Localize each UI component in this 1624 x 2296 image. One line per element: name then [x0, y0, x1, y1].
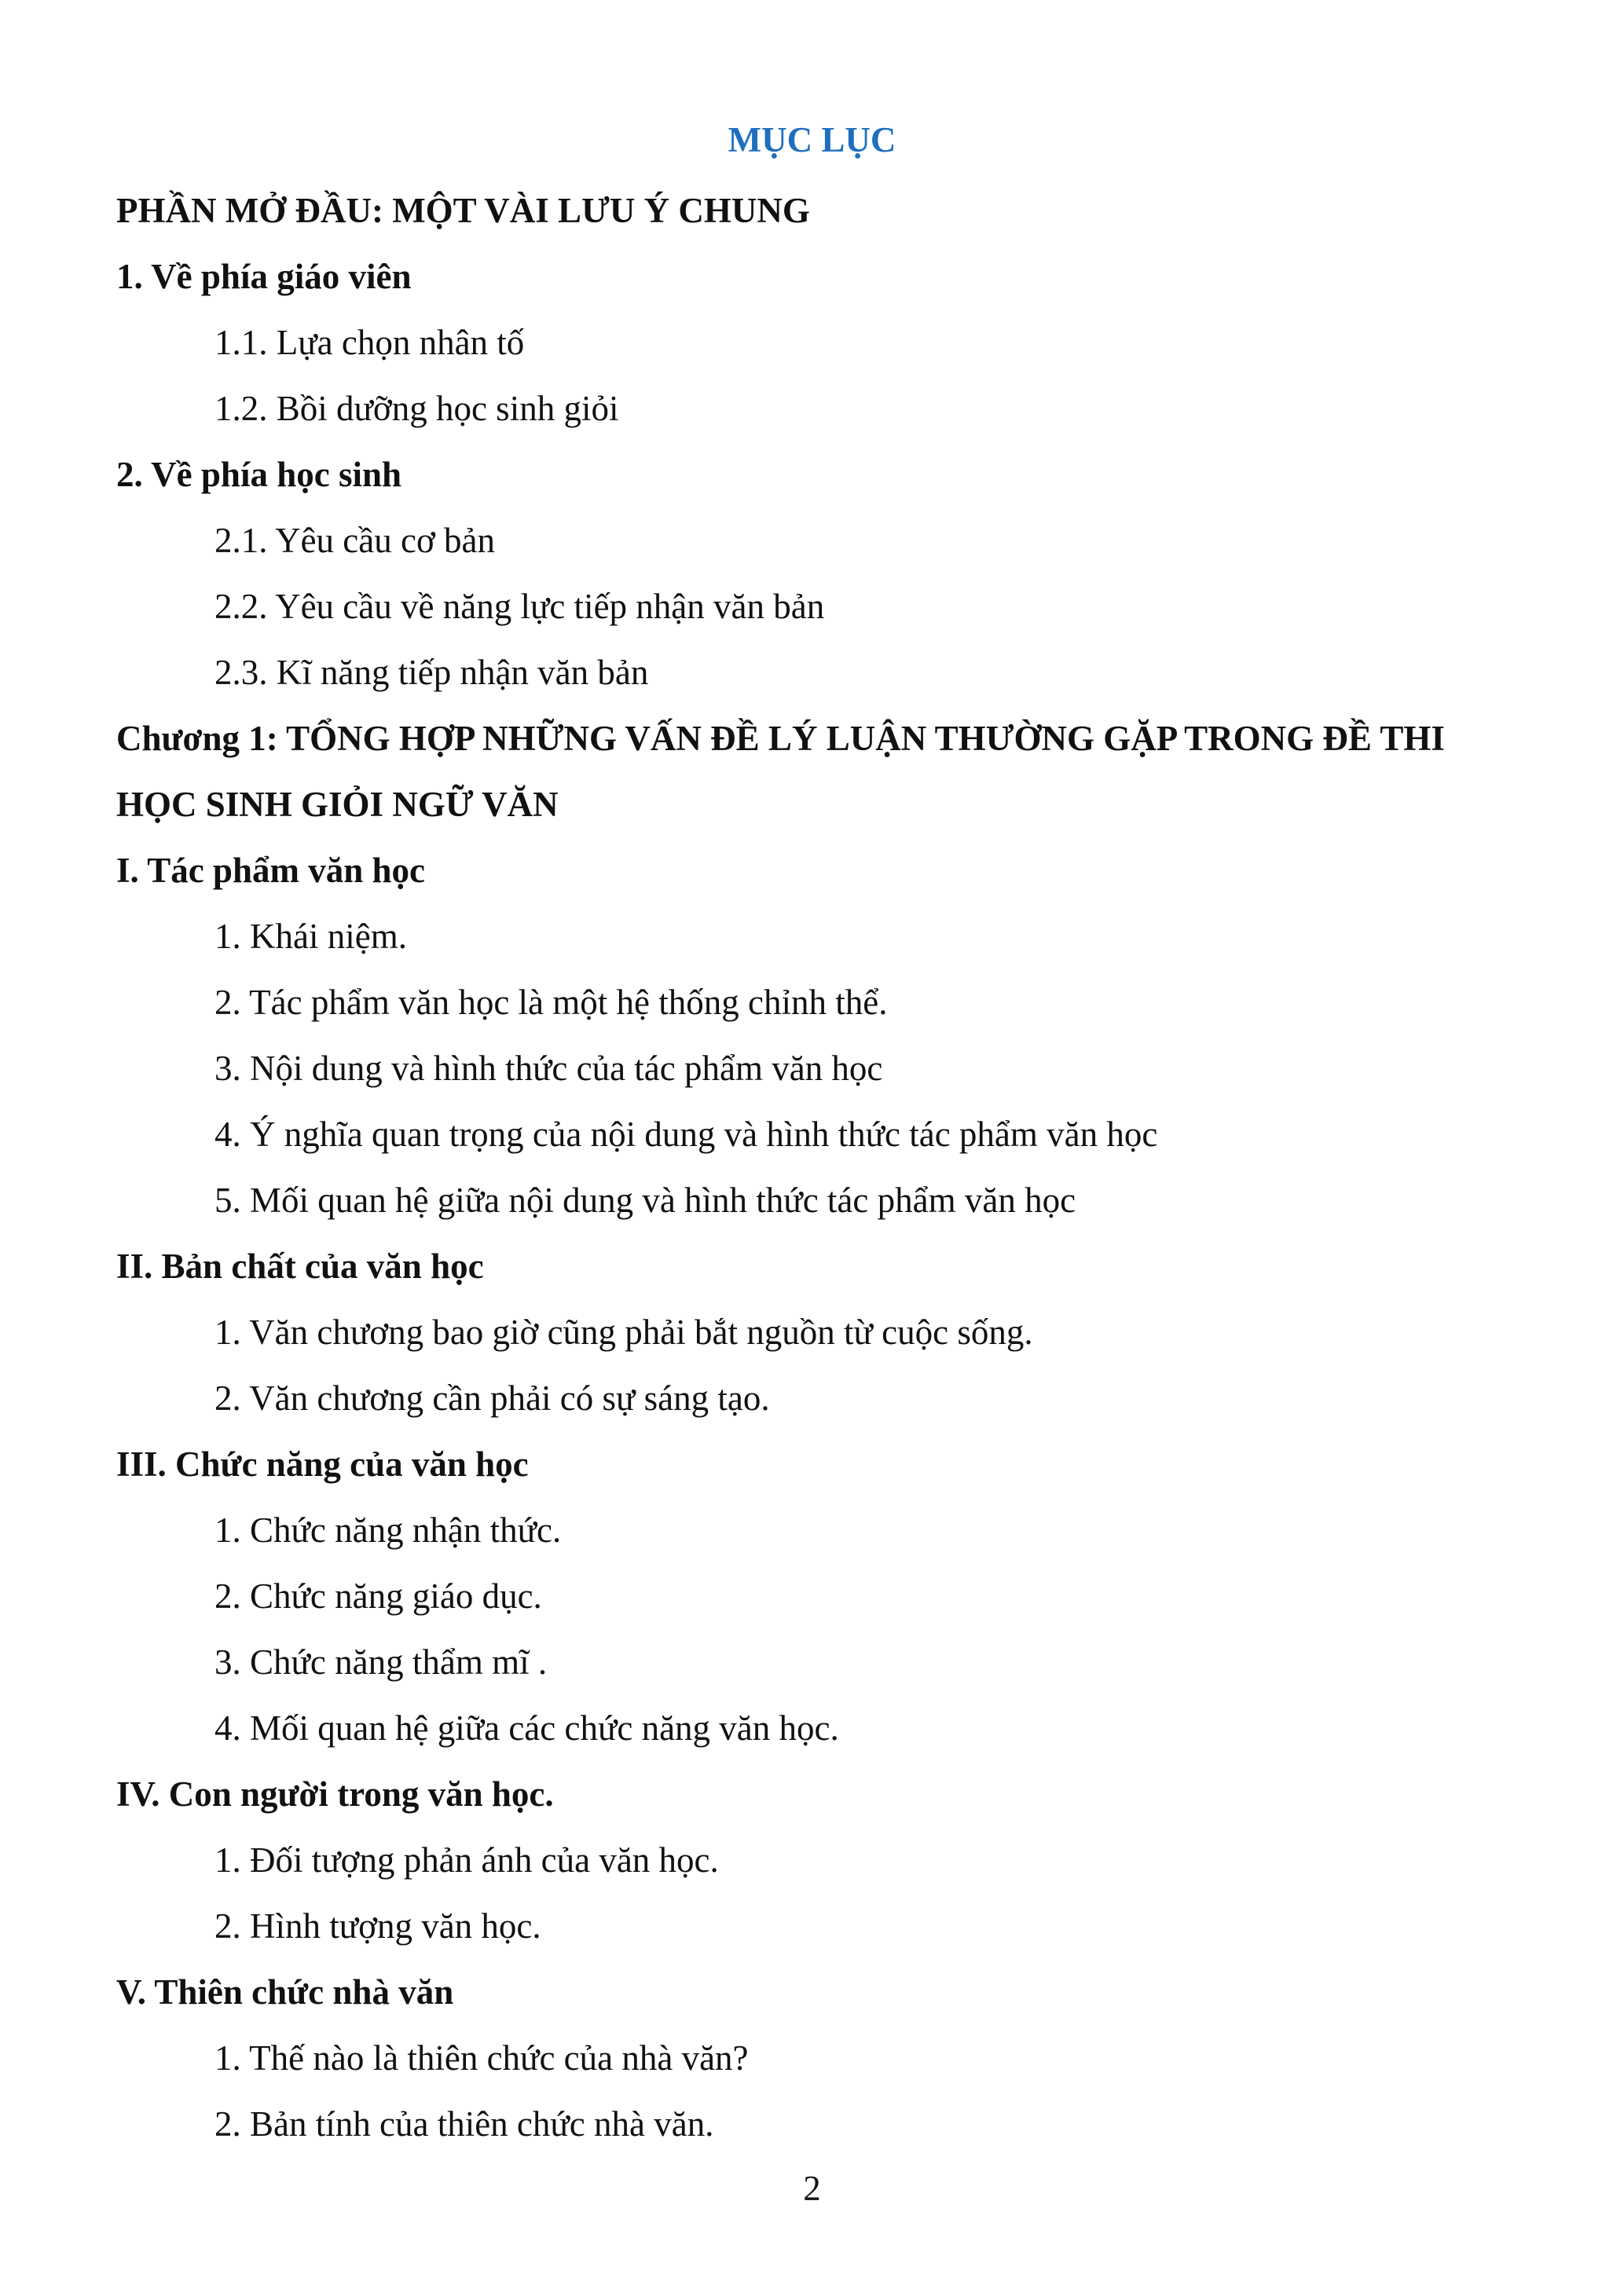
toc-subitem: 2.3. Kĩ năng tiếp nhận văn bản — [214, 653, 649, 692]
toc-subitem: 1. Chức năng nhận thức. — [214, 1511, 562, 1550]
toc-heading: V. Thiên chức nhà văn — [116, 1972, 454, 2012]
toc-heading: II. Bản chất của văn học — [116, 1247, 484, 1286]
toc-subitem: 2. Hình tượng văn học. — [214, 1906, 541, 1946]
toc-subitem: 2. Bản tính của thiên chức nhà văn. — [214, 2104, 714, 2144]
toc-subitem: 1. Văn chương bao giờ cũng phải bắt nguồn từ cuộc sống. — [214, 1313, 1033, 1352]
toc-heading: 2. Về phía học sinh — [116, 455, 402, 494]
toc-subitem: 1.1. Lựa chọn nhân tố — [214, 323, 525, 362]
toc-heading: IV. Con người trong văn học. — [116, 1774, 554, 1814]
toc-subitem: 1.2. Bồi dưỡng học sinh giỏi — [214, 389, 619, 428]
toc-heading: Chương 1: TỔNG HỢP NHỮNG VẤN ĐỀ LÝ LUẬN THƯỜNG GẶP TRONG ĐỀ THI HỌC SINH GIỎI NGỮ VĂN — [116, 719, 1445, 824]
toc-subitem: 4. Ý nghĩa quan trọng của nội dung và hình thức tác phẩm văn học — [214, 1115, 1158, 1154]
toc-list — [116, 178, 1515, 2157]
toc-title: MỤC LỤC — [728, 120, 896, 159]
toc-subitem: 2.1. Yêu cầu cơ bản — [214, 521, 495, 560]
page-number: 2 — [803, 2169, 821, 2208]
toc-subitem: 1. Khái niệm. — [214, 917, 407, 956]
toc-subitem: 3. Nội dung và hình thức của tác phẩm văn học — [214, 1049, 883, 1088]
toc-subitem: 2. Tác phẩm văn học là một hệ thống chỉnh thể. — [214, 983, 888, 1022]
toc-heading: 1. Về phía giáo viên — [116, 257, 412, 296]
toc-subitem: 1. Thế nào là thiên chức của nhà văn? — [214, 2038, 749, 2078]
toc-heading: I. Tác phẩm văn học — [116, 851, 426, 890]
toc-subitem: 2.2. Yêu cầu về năng lực tiếp nhận văn bản — [214, 587, 825, 626]
toc-heading: PHẦN MỞ ĐẦU: MỘT VÀI LƯU Ý CHUNG — [116, 191, 810, 230]
toc-heading: III. Chức năng của văn học — [116, 1445, 529, 1484]
toc-subitem: 4. Mối quan hệ giữa các chức năng văn học. — [214, 1708, 839, 1748]
toc-subitem: 5. Mối quan hệ giữa nội dung và hình thức tác phẩm văn học — [214, 1181, 1076, 1220]
toc-subitem: 1. Đối tượng phản ánh của văn học. — [214, 1840, 719, 1880]
toc-subitem: 2. Chức năng giáo dục. — [214, 1576, 542, 1616]
toc-subitem: 3. Chức năng thẩm mĩ . — [214, 1642, 548, 1682]
toc-subitem: 2. Văn chương cần phải có sự sáng tạo. — [214, 1379, 770, 1418]
